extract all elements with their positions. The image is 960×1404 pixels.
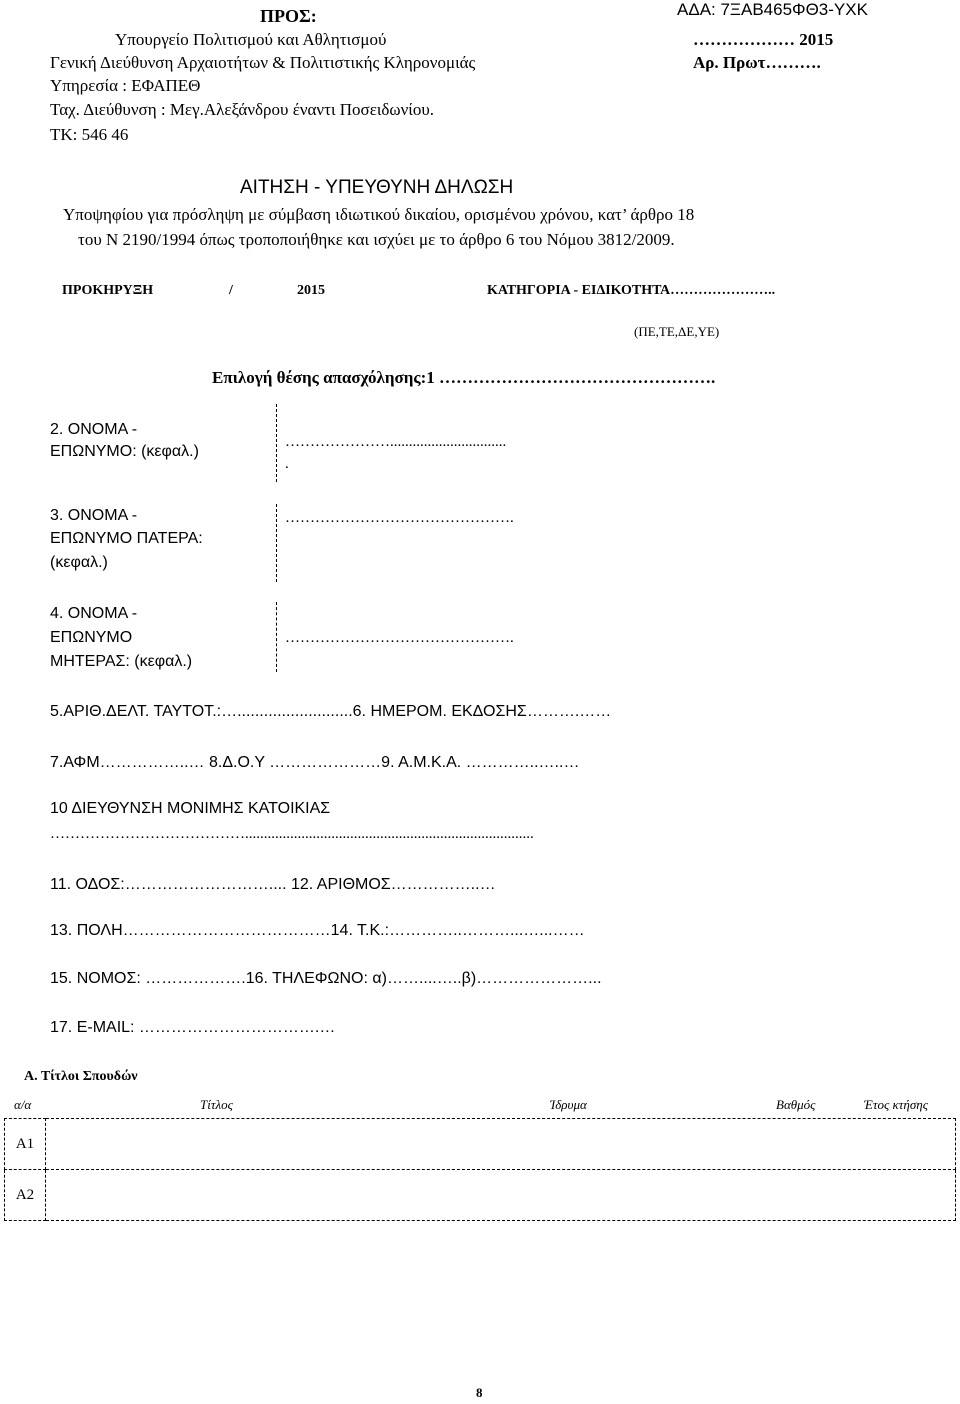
mother-name-value[interactable]: ………………………………………. <box>285 630 514 646</box>
field-divider <box>276 504 277 582</box>
id-card-line[interactable]: 5.ΑΡΙΘ.ΔΕΛΤ. ΤΑΥΤΟΤ.:…..........................6. ΗΜΕΡΟΜ. ΕΚΔΟΣΗΣ……….…… <box>50 703 612 720</box>
column-header-year: Έτος κτήσης <box>864 1097 928 1112</box>
position-choice: Επιλογή θέσης απασχόλησης:1 …………………………………………. <box>212 368 716 387</box>
date-line: ……………… 2015 <box>693 30 834 49</box>
form-subtitle-line-2: του Ν 2190/1994 όπως τροποποιήθηκε και ισχύει με το άρθρο 6 του Νόμου 3812/2009. <box>78 230 675 249</box>
mother-label-line-2: ΕΠΩΝΥΜΟ <box>50 629 133 646</box>
announcement-label: ΠΡΟΚΗΡΥΞΗ <box>62 283 154 298</box>
category-note: (ΠΕ,ΤΕ,ΔΕ,ΥΕ) <box>634 324 720 339</box>
announcement-year: 2015 <box>297 283 325 298</box>
ministry-name: Υπουργείο Πολιτισμού και Αθλητισμού <box>115 30 387 49</box>
field-divider <box>276 602 277 672</box>
mother-label-line-3: ΜΗΤΕΡΑΣ: (κεφαλ.) <box>50 653 193 670</box>
postal-code: ΤΚ: 546 46 <box>50 125 129 144</box>
postal-address: Ταχ. Διεύθυνση : Μεγ.Αλεξάνδρου έναντι Ποσειδωνίου. <box>50 100 435 119</box>
category-specialty: ΚΑΤΗΓΟΡΙΑ - ΕΙΔΙΚΟΤΗΤΑ………………….. <box>487 283 776 298</box>
table-cell[interactable] <box>46 1170 956 1221</box>
studies-heading: Α. Τίτλοι Σπουδών <box>24 1069 138 1084</box>
city-line[interactable]: 13. ΠΟΛΗ…………………………………14. Τ.Κ.:…………..………...…...…… <box>50 922 585 939</box>
protocol-number: Αρ. Πρωτ………. <box>693 53 821 72</box>
father-label-line-3: (κεφαλ.) <box>50 554 108 571</box>
column-header-grade: Βαθμός <box>776 1097 816 1112</box>
name-label-line-1: 2. ΟΝΟΜΑ - <box>50 421 138 438</box>
table-row <box>5 1170 956 1221</box>
announcement-slash: / <box>229 283 233 298</box>
row-label: Α2 <box>5 1170 46 1221</box>
directorate-name: Γενική Διεύθυνση Αρχαιοτήτων & Πολιτιστικής Κληρονομιάς <box>50 53 476 72</box>
father-name-value[interactable]: ………………………………………. <box>285 510 514 526</box>
mother-label-line-1: 4. ΟΝΟΜΑ - <box>50 605 138 622</box>
column-header-index: α/α <box>14 1097 32 1112</box>
table-cell[interactable] <box>46 1119 956 1170</box>
table-row <box>5 1119 956 1170</box>
ada-code: ΑΔΑ: 7ΞΑΒ465ΦΘ3-ΥΧΚ <box>677 0 868 19</box>
page-number: 8 <box>476 1385 483 1400</box>
row-label: Α1 <box>5 1119 46 1170</box>
father-label-line-1: 3. ΟΝΟΜΑ - <box>50 507 138 524</box>
residence-label: 10 ΔΙΕΥΘΥΝΣΗ ΜΟΝΙΜΗΣ ΚΑΤΟΙΚΙΑΣ <box>50 800 331 817</box>
field-divider <box>276 404 277 482</box>
column-header-institution: Ίδρυμα <box>550 1097 587 1112</box>
residence-value[interactable]: …………………………………............................................................................. <box>50 826 534 842</box>
studies-table <box>4 1118 956 1221</box>
region-phone-line[interactable]: 15. ΝΟΜΟΣ: ……………….16. ΤΗΛΕΦΩΝΟ: α)……....…..β)…………………... <box>50 970 602 987</box>
name-value-continued: . <box>285 456 289 472</box>
form-subtitle-line-1: Υποψηφίου για πρόσληψη με σύμβαση ιδιωτικού δικαίου, ορισμένου χρόνου, κατ’ άρθρο 18 <box>63 205 695 224</box>
service-name: Υπηρεσία : ΕΦΑΠΕΘ <box>50 76 201 95</box>
recipient-heading: ΠΡΟΣ: <box>260 6 317 26</box>
name-value[interactable]: …………………............................... <box>285 434 507 450</box>
name-label-line-2: ΕΠΩΝΥΜΟ: (κεφαλ.) <box>50 443 199 460</box>
father-label-line-2: ΕΠΩΝΥΜΟ ΠΑΤΕΡΑ: <box>50 530 203 547</box>
tax-number-line[interactable]: 7.ΑΦΜ……………..… 8.Δ.Ο.Υ …………………9. Α.Μ.Κ.Α. …………..…..… <box>50 754 580 771</box>
email-line[interactable]: 17. E-MAIL: …………………………….… <box>50 1019 336 1036</box>
column-header-title: Τίτλος <box>200 1097 233 1112</box>
form-title: ΑΙΤΗΣΗ - ΥΠΕΥΘΥΝΗ ΔΗΛΩΣΗ <box>240 177 514 198</box>
street-line[interactable]: 11. ΟΔΟΣ:……………………….... 12. ΑΡΙΘΜΟΣ……………..… <box>50 876 496 893</box>
